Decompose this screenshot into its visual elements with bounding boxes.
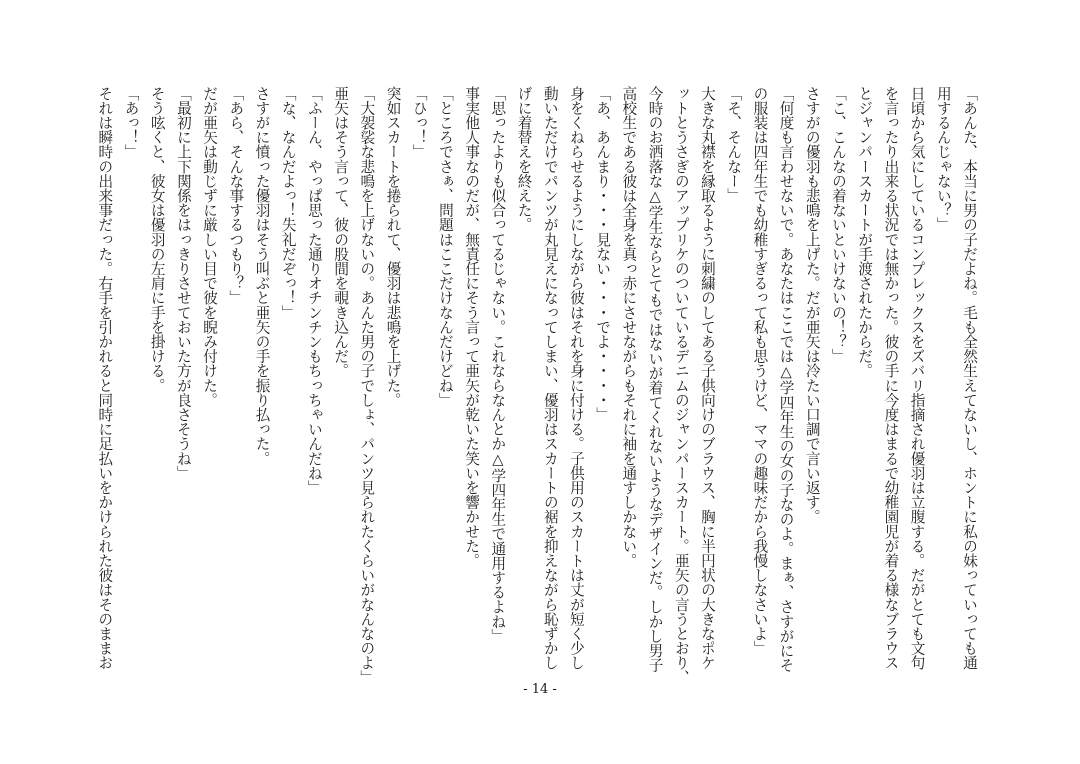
text-line: 「な、なんだよっ！失礼だぞっ！」 (279, 86, 297, 320)
text-line: ットとうさぎのアップリケのついているデニムのジャンパースカート。亜矢の言うとおり、 (672, 86, 690, 685)
text-line: 「あ、あんまり・・・見ない・・・でよ・・・・」 (594, 86, 612, 422)
text-line: 「あっ！」 (122, 86, 140, 159)
text-line: げに着替えを終えた。 (515, 86, 533, 232)
text-line: 「こ、こんなの着ないといけないの！？」 (829, 86, 847, 364)
text-line: さすがに憤った優羽はそう叫ぶと亜矢の手を振り払った。 (253, 86, 271, 466)
text-line: 用するんじゃない？」 (934, 86, 952, 232)
text-line: 「そ、そんなー」 (725, 86, 743, 203)
text-line: そう呟くと、彼女は優羽の左肩に手を掛ける。 (148, 86, 166, 393)
text-line: 今時のお洒落な△学生ならとてもではないが着てくれないようなデザインだ。しかし男子 (646, 86, 664, 673)
text-line: 「ところでさぁ、問題はここだけなんだけどね」 (436, 86, 454, 408)
text-line: 突如スカートを捲られて、優羽は悲鳴を上げた。 (384, 86, 402, 408)
text-line: 「最初に上下関係をはっきりさせておいた方が良さそうね」 (174, 86, 192, 481)
text-line: 「思ったよりも似合ってるじゃない。これならなんとか△学四年生で通用するよね」 (489, 86, 507, 644)
text-line: それは瞬時の出来事だった。右手を引かれると同時に足払いをかけられた彼はそのままお (96, 86, 114, 670)
text-line: 亜矢はそう言って、彼の股間を覗き込んだ。 (332, 86, 350, 378)
vertical-text-body (91, 86, 982, 686)
text-line: 大きな丸襟を縁取るように刺繍のしてある子供向けのブラウス、胸に半円状の大きなポケ (698, 86, 716, 670)
text-line: とジャンパースカートが手渡されたからだ。 (856, 86, 874, 378)
text-line: 「ふーん、やっぱ思った通りオチンチンもちっちゃいんだね」 (305, 86, 323, 495)
text-line: 「あんた、本当に男の子だよね。毛も全然生えてないし、ホントに私の妹っていっても通 (961, 86, 978, 670)
text-line: 「あら、そんな事するつもり？」 (227, 86, 245, 305)
text-line: 身をくねらせるようにしながら彼はそれを身に付ける。子供用のスカートは丈が短く少し (567, 86, 585, 670)
text-line: 「大袈裟な悲鳴を上げないの。あんた男の子でしょ、パンツ見られたくらいがなんなのよ」 (358, 86, 376, 685)
text-line: 事実他人事なのだが、無責任にそう言って亜矢が乾いた笑いを響かせた。 (463, 86, 481, 568)
text-line: の服装は四年生でも幼稚すぎるって私も思うけど、ママの趣味だから我慢しなさいよ」 (751, 86, 769, 656)
page-number: - 14 - (523, 682, 557, 697)
text-line: さすがの優羽も悲鳴を上げた。だが亜矢は冷たい口調で言い返す。 (803, 86, 821, 524)
text-line: 動いただけでパンツが丸見えになってしまい、優羽はスカートの裾を抑えながら恥ずかし (541, 86, 559, 670)
text-line: 「何度も言わせないで。あなたはここでは△学四年生の女の子なのよ。まぁ、さすがにそ (777, 86, 795, 673)
text-line: 「ひっ！」 (410, 86, 428, 159)
text-line: 日頃から気にしているコンプレックスをズバリ指摘され優羽は立腹する。だがとても文句 (908, 86, 926, 670)
text-line: 高校生である彼は全身を真っ赤にさせながらもそれに袖を通すしかない。 (620, 86, 638, 568)
text-line: を言ったり出来る状況では無かった。彼の手に今度はまるで幼稚園児が着る様なブラウス (882, 86, 900, 670)
text-line: だが亜矢は動じずに厳しい目で彼を睨み付けた。 (201, 86, 219, 408)
